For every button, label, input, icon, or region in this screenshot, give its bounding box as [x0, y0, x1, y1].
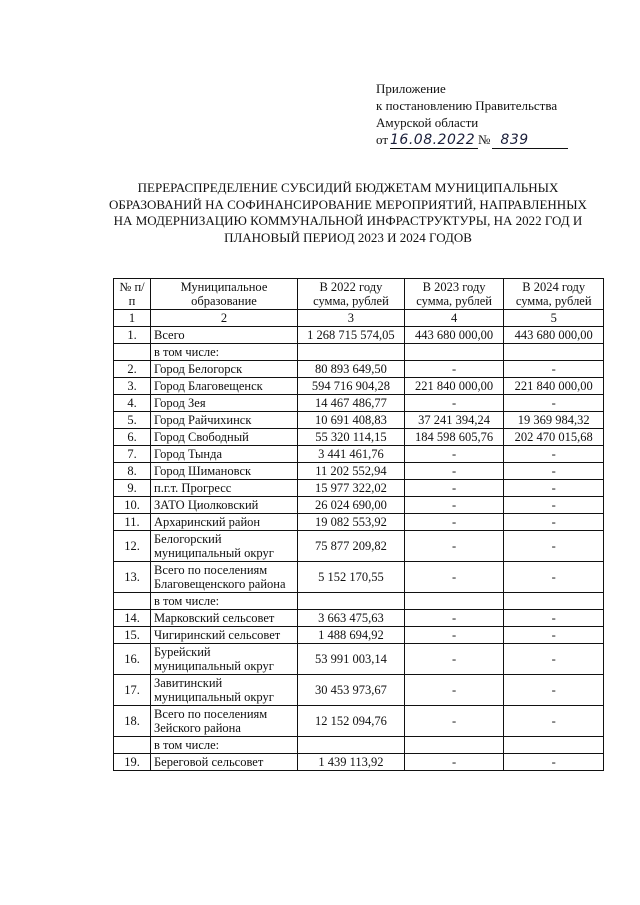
amount-2024 [504, 344, 604, 361]
amount-2023: 443 680 000,00 [404, 327, 504, 344]
col-number: 5 [504, 310, 604, 327]
amount-2023: - [404, 463, 504, 480]
amount-2022: 75 877 209,82 [298, 531, 405, 562]
decree-number: 839 [492, 133, 568, 149]
table-row [114, 737, 604, 754]
municipality-name: Город Белогорск [151, 361, 298, 378]
table-row [114, 531, 604, 562]
amount-2023: 221 840 000,00 [404, 378, 504, 395]
amount-2023: - [404, 675, 504, 706]
row-number: 14. [114, 610, 151, 627]
amount-2024: - [504, 497, 604, 514]
table-row [114, 446, 604, 463]
municipality-name: Город Благовещенск [151, 378, 298, 395]
municipality-name: Завитинский муниципальный округ [151, 675, 298, 706]
document-title: ПЕРЕРАСПРЕДЕЛЕНИЕ СУБСИДИЙ БЮДЖЕТАМ МУНИЦИПАЛЬНЫХ ОБРАЗОВАНИЙ НА СОФИНАНСИРОВАНИЕ МЕРОПРИЯТИЙ, НАПРАВЛЕННЫХ НА МОДЕРНИЗАЦИЮ КОММУНАЛЬНОЙ ИНФРАСТРУКТУРЫ, НА 2022 ГОД И ПЛАНОВЫЙ ПЕРИОД 2023 И 2024 ГОДОВ [109, 180, 587, 245]
amount-2023 [404, 344, 504, 361]
header-name: Муниципальное образование [151, 279, 298, 310]
row-number: 11. [114, 514, 151, 531]
amount-2022: 12 152 094,76 [298, 706, 405, 737]
row-number: 19. [114, 754, 151, 771]
municipality-name: в том числе: [151, 344, 298, 361]
table-row [114, 361, 604, 378]
header-no: № п/п [114, 279, 151, 310]
row-number: 12. [114, 531, 151, 562]
row-number: 15. [114, 627, 151, 644]
header-2022: В 2022 году сумма, рублей [298, 279, 405, 310]
municipality-name: Город Шимановск [151, 463, 298, 480]
row-number: 17. [114, 675, 151, 706]
amount-2024: - [504, 446, 604, 463]
amount-2022: 5 152 170,55 [298, 562, 405, 593]
row-number [114, 344, 151, 361]
amount-2024: 202 470 015,68 [504, 429, 604, 446]
amount-2024 [504, 737, 604, 754]
table-row [114, 627, 604, 644]
amount-2022: 1 488 694,92 [298, 627, 405, 644]
amount-2024: - [504, 463, 604, 480]
table-row [114, 610, 604, 627]
appendix-title: Приложение [376, 81, 446, 96]
table-row [114, 395, 604, 412]
row-number: 8. [114, 463, 151, 480]
row-number: 6. [114, 429, 151, 446]
appendix-block [376, 80, 568, 149]
table-header-row [114, 279, 604, 310]
amount-2022: 11 202 552,94 [298, 463, 405, 480]
municipality-name: Береговой сельсовет [151, 754, 298, 771]
amount-2023: - [404, 395, 504, 412]
amount-2022: 3 441 461,76 [298, 446, 405, 463]
amount-2022: 30 453 973,67 [298, 675, 405, 706]
appendix-decree-line: к постановлению Правительства [376, 98, 558, 113]
table-row [114, 675, 604, 706]
header-2024: В 2024 году сумма, рублей [504, 279, 604, 310]
amount-2024: - [504, 395, 604, 412]
column-number-row [114, 310, 604, 327]
number-label: № [478, 132, 491, 147]
row-number: 18. [114, 706, 151, 737]
amount-2024: - [504, 644, 604, 675]
row-number: 4. [114, 395, 151, 412]
municipality-name: Город Свободный [151, 429, 298, 446]
decree-date: 16.08.2022 [390, 133, 478, 149]
amount-2023 [404, 593, 504, 610]
municipality-name: Город Тында [151, 446, 298, 463]
row-number: 1. [114, 327, 151, 344]
amount-2023: 37 241 394,24 [404, 412, 504, 429]
municipality-name: в том числе: [151, 737, 298, 754]
table-body [114, 327, 604, 771]
amount-2022: 1 268 715 574,05 [298, 327, 405, 344]
table-row [114, 754, 604, 771]
amount-2024: - [504, 531, 604, 562]
municipality-name: п.г.т. Прогресс [151, 480, 298, 497]
municipality-name: Белогорский муниципальный округ [151, 531, 298, 562]
municipality-name: Всего по поселениям Благовещенского района [151, 562, 298, 593]
amount-2024: 443 680 000,00 [504, 327, 604, 344]
row-number: 9. [114, 480, 151, 497]
amount-2022: 55 320 114,15 [298, 429, 405, 446]
table-row [114, 412, 604, 429]
amount-2024 [504, 593, 604, 610]
municipality-name: Чигиринский сельсовет [151, 627, 298, 644]
amount-2024: 221 840 000,00 [504, 378, 604, 395]
amount-2023: - [404, 610, 504, 627]
col-number: 3 [298, 310, 405, 327]
row-number: 16. [114, 644, 151, 675]
municipality-name: Марковский сельсовет [151, 610, 298, 627]
amount-2022: 1 439 113,92 [298, 754, 405, 771]
amount-2023: - [404, 706, 504, 737]
col-number: 1 [114, 310, 151, 327]
col-number: 4 [404, 310, 504, 327]
municipality-name: Архаринский район [151, 514, 298, 531]
table-row [114, 480, 604, 497]
municipality-name: ЗАТО Циолковский [151, 497, 298, 514]
table-row [114, 463, 604, 480]
row-number [114, 593, 151, 610]
amount-2023: - [404, 644, 504, 675]
amount-2022: 26 024 690,00 [298, 497, 405, 514]
amount-2023: - [404, 531, 504, 562]
table-row [114, 378, 604, 395]
table-row [114, 514, 604, 531]
subsidies-table [113, 278, 604, 771]
row-number: 10. [114, 497, 151, 514]
amount-2024: - [504, 706, 604, 737]
table-row [114, 562, 604, 593]
amount-2022: 19 082 553,92 [298, 514, 405, 531]
table-row [114, 497, 604, 514]
amount-2023: - [404, 361, 504, 378]
amount-2023 [404, 737, 504, 754]
amount-2023: - [404, 497, 504, 514]
amount-2023: - [404, 754, 504, 771]
municipality-name: в том числе: [151, 593, 298, 610]
amount-2024: - [504, 480, 604, 497]
header-2023: В 2023 году сумма, рублей [404, 279, 504, 310]
amount-2022: 53 991 003,14 [298, 644, 405, 675]
municipality-name: Город Зея [151, 395, 298, 412]
municipality-name: Всего [151, 327, 298, 344]
decree-date-number [376, 131, 568, 149]
amount-2024: - [504, 562, 604, 593]
amount-2023: - [404, 627, 504, 644]
amount-2024: - [504, 627, 604, 644]
amount-2022: 14 467 486,77 [298, 395, 405, 412]
amount-2022 [298, 737, 405, 754]
row-number [114, 737, 151, 754]
amount-2024: - [504, 675, 604, 706]
amount-2024: - [504, 361, 604, 378]
row-number: 5. [114, 412, 151, 429]
row-number: 7. [114, 446, 151, 463]
amount-2024: - [504, 610, 604, 627]
amount-2022: 594 716 904,28 [298, 378, 405, 395]
municipality-name: Бурейский муниципальный округ [151, 644, 298, 675]
amount-2023: - [404, 480, 504, 497]
amount-2024: 19 369 984,32 [504, 412, 604, 429]
amount-2024: - [504, 514, 604, 531]
amount-2022: 3 663 475,63 [298, 610, 405, 627]
table-row [114, 706, 604, 737]
from-label: от [376, 132, 389, 147]
amount-2022 [298, 344, 405, 361]
municipality-name: Всего по поселениям Зейского района [151, 706, 298, 737]
appendix-region-line: Амурской области [376, 115, 479, 130]
col-number: 2 [151, 310, 298, 327]
amount-2024: - [504, 754, 604, 771]
table-row [114, 644, 604, 675]
table-row [114, 593, 604, 610]
amount-2023: - [404, 446, 504, 463]
amount-2023: - [404, 562, 504, 593]
row-number: 13. [114, 562, 151, 593]
amount-2023: - [404, 514, 504, 531]
amount-2022 [298, 593, 405, 610]
table-row [114, 327, 604, 344]
amount-2022: 15 977 322,02 [298, 480, 405, 497]
amount-2022: 80 893 649,50 [298, 361, 405, 378]
row-number: 3. [114, 378, 151, 395]
row-number: 2. [114, 361, 151, 378]
amount-2023: 184 598 605,76 [404, 429, 504, 446]
table-row [114, 429, 604, 446]
amount-2022: 10 691 408,83 [298, 412, 405, 429]
table-row [114, 344, 604, 361]
municipality-name: Город Райчихинск [151, 412, 298, 429]
